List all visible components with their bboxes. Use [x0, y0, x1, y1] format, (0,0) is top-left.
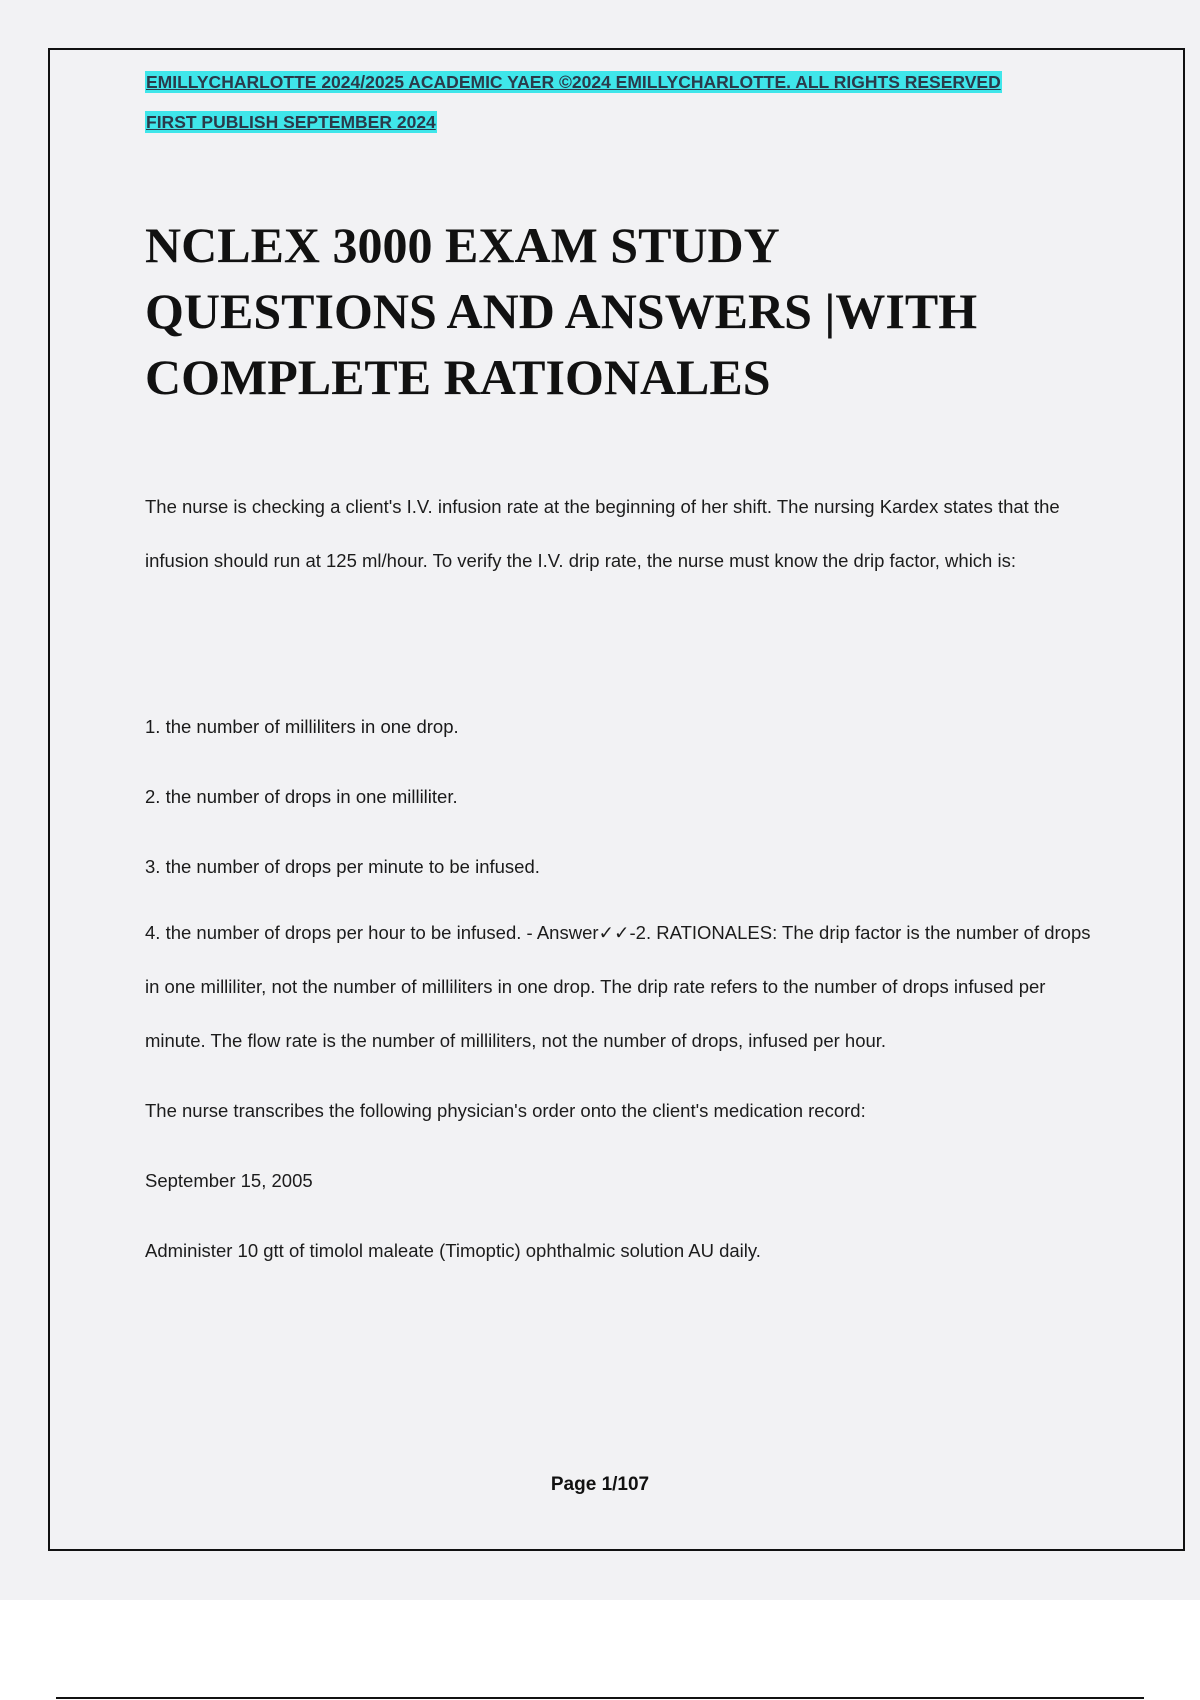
document-title: NCLEX 3000 EXAM STUDY QUESTIONS AND ANSWERS |WITH COMPLETE RATIONALES — [145, 217, 978, 405]
copyright-header — [145, 70, 1095, 94]
page-number: Page 1/107 — [550, 1474, 650, 1495]
question-1-stem: The nurse is checking a client's I.V. infusion rate at the beginning of her shift. The nursing Kardex states that the infusion should run at 125 ml/hour. To verify the I.V. drip rate, the nurse must know the drip factor, which is: — [145, 496, 1060, 571]
question-1-option-1: 1. the number of milliliters in one drop. — [145, 716, 459, 737]
question-2-order: Administer 10 gtt of timolol maleate (Timoptic) ophthalmic solution AU daily. — [145, 1240, 761, 1261]
question-1-option-2: 2. the number of drops in one milliliter. — [145, 786, 458, 807]
page-content — [145, 70, 1095, 1278]
publish-date-text: FIRST PUBLISH SEPTEMBER 2024 — [146, 112, 436, 132]
publish-date-header — [145, 110, 1095, 134]
question-2-stem: The nurse transcribes the following physician's order onto the client's medication record: — [145, 1100, 866, 1121]
next-page-divider — [56, 1697, 1144, 1699]
copyright-text: EMILLYCHARLOTTE 2024/2025 ACADEMIC YAER ©2024 EMILLYCHARLOTTE. ALL RIGHTS RESERVED — [146, 72, 1001, 92]
question-1-option-4-answer: 4. the number of drops per hour to be infused. - Answer✓✓-2. RATIONALES: The drip factor is the number of drops in one milliliter, not the number of milliliters in one drop. The drip rate refers to the number of drops infused per minute. The flow rate is the number of milliliters, not the number of drops, infused per hour. — [145, 922, 1091, 1051]
question-2-date: September 15, 2005 — [145, 1170, 313, 1191]
question-1-option-3: 3. the number of drops per minute to be infused. — [145, 856, 540, 877]
